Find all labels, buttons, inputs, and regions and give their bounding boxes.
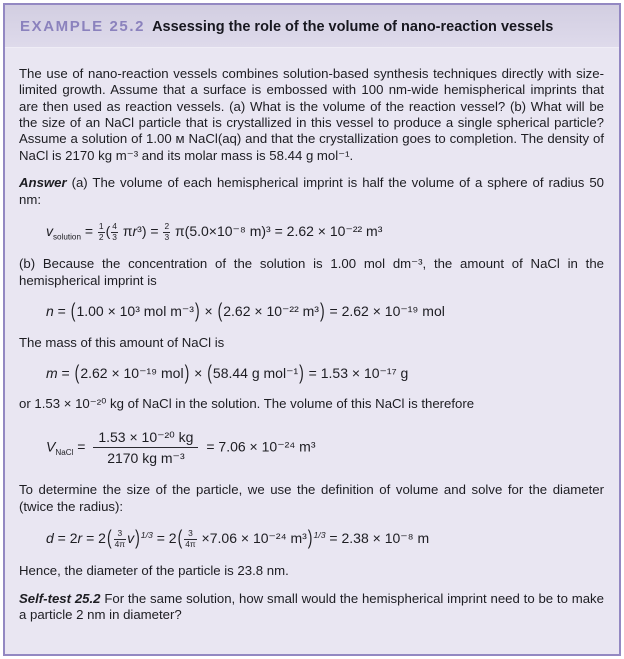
particle-size-paragraph: To determine the size of the particle, we use the definition of volume and solve for the diameter (twice the radius):: [19, 482, 604, 514]
selftest-text: For the same solution, how small would the hemispherical imprint need to be to make a particle 2 nm in diameter?: [19, 590, 604, 622]
example-header: [5, 5, 619, 48]
example-title: Assessing the role of the volume of nano-reaction vessels: [152, 19, 554, 35]
answer-label: Answer: [19, 175, 67, 191]
conclusion-paragraph: Hence, the diameter of the particle is 23.8 nm.: [19, 563, 289, 579]
example-box: [3, 3, 621, 656]
equation-diameter: d = 2r = 2( $\frac{3}{4\pi}$ v)$^{1/3}$ = 2( $\frac{3}{4\pi}$ ×7.06 × 10⁻²⁴ m³)$^{1/3}$ = 2.38 × 10⁻⁸ m: [46, 525, 430, 549]
example-body: [5, 48, 619, 644]
intro-paragraph: The use of nano-reaction vessels combines solution-based synthesis techniques directly with size-limited growth. Assume that a surface is embossed with 100 nm-wide hemispherical imprints that are then used as reaction vessels. (a) What is the volume of the reaction vessel? (b) What will be the size of an NaCl particle that is crystallized in this vessel to produce a single spherical particle? Assume a solution of 1.00 ᴍ NaCl(aq) and that the crystallization goes to completion. The density of NaCl is 2170 kg m⁻³ and its molar mass is 58.44 g mol⁻¹.: [19, 66, 604, 163]
part-b-paragraph: (b) Because the concentration of the solution is 1.00 mol dm⁻³, the amount of NaCl in the hemispherical imprint is: [19, 256, 604, 288]
volume-intro-paragraph: or 1.53 × 10⁻²⁰ kg of NaCl in the solution. The volume of this NaCl is therefore: [19, 396, 475, 412]
mass-paragraph: The mass of this amount of NaCl is: [19, 334, 225, 350]
equation-volume-solution: $v_{solution}$ = $\frac{1}{2}$ ( $\frac{4}{3}$ πr³) = $\frac{2}{3}$ π(5.0×10⁻⁸ m)³ = 2.62 × 10⁻²² m³: [46, 220, 383, 242]
equation-volume-nacl: $V_{NaCl}$ = $\frac{\text{1.53 × 10⁻²⁰ kg}}{\text{2170 kg m⁻³}}$ = 7.06 × 10⁻²⁴ m³: [19, 427, 604, 469]
answer-paragraph: [19, 175, 604, 208]
equation-mass-nacl: m = (2.62 × 10⁻¹⁹ mol) × (58.44 g mol⁻¹) = 1.53 × 10⁻¹⁷ g: [46, 360, 409, 384]
selftest-label: Self-test 25.2: [19, 590, 101, 606]
example-number-label: EXAMPLE 25.2: [20, 18, 146, 35]
selftest-paragraph: [19, 591, 604, 624]
answer-text: (a) The volume of each hemispherical imprint is half the volume of a sphere of radius 50 nm:: [19, 175, 604, 207]
equation-amount-nacl: n = (1.00 × 10³ mol m⁻³) × (2.62 × 10⁻²² m³) = 2.62 × 10⁻¹⁹ mol: [46, 298, 445, 322]
